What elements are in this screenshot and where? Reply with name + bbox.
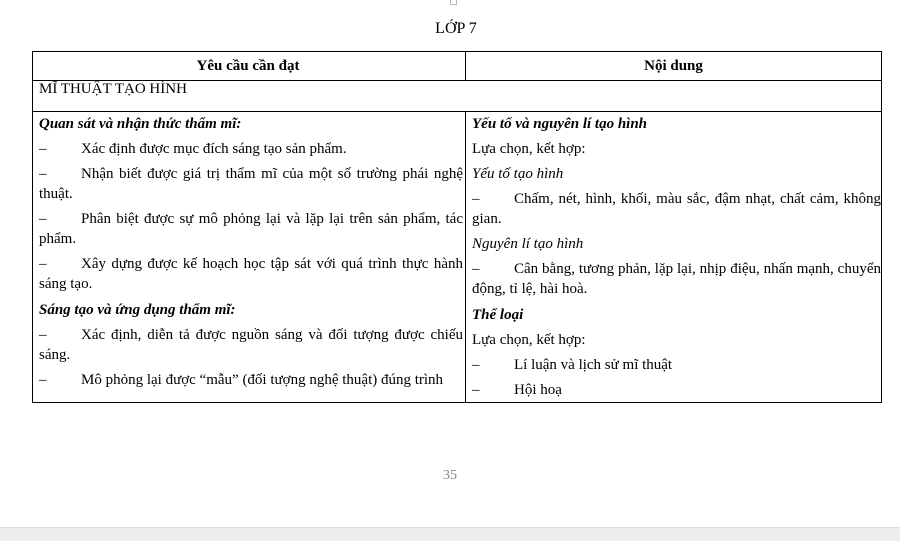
list-item: – Nhận biết được giá trị thẩm mĩ của một số trường phái nghệ thuật. (39, 166, 463, 202)
list-item: – Xây dựng được kế hoạch học tập sát với quá trình thực hành sáng tạo. (39, 256, 463, 292)
list-item: – Lí luận và lịch sử mĩ thuật (472, 357, 673, 373)
subheading-elements: Yếu tố tạo hình (472, 166, 564, 182)
table-header-row (33, 52, 882, 81)
list-item: – Cân bằng, tương phản, lặp lại, nhịp điệu, nhấn mạnh, chuyển động, tỉ lệ, hài hoà. (472, 261, 881, 297)
left-heading-creation: Sáng tạo và ứng dụng thẩm mĩ: (39, 302, 236, 318)
table-body-row (33, 112, 882, 403)
page-corner-mark (450, 0, 457, 5)
page-title: LỚP 7 (435, 20, 477, 37)
section-row (33, 81, 882, 112)
content-cell (466, 112, 882, 403)
right-heading-genre: Thể loại (472, 307, 524, 323)
requirements-cell (33, 112, 466, 403)
bottom-scroll-bar[interactable] (0, 527, 900, 541)
list-item: – Xác định được mục đích sáng tạo sản phẩm. (39, 141, 347, 157)
choose-text: Lựa chọn, kết hợp: (472, 332, 586, 348)
page-number: 35 (443, 468, 457, 483)
header-requirements: Yêu cầu cần đạt (33, 52, 466, 81)
list-item: – Phân biệt được sự mô phỏng lại và lặp lại trên sản phẩm, tác phẩm. (39, 211, 463, 247)
choose-text: Lựa chọn, kết hợp: (472, 141, 586, 157)
curriculum-table (32, 51, 882, 403)
subheading-principles: Nguyên lí tạo hình (472, 236, 584, 252)
section-title: MĨ THUẬT TẠO HÌNH (33, 81, 882, 112)
list-item: – Chấm, nét, hình, khối, màu sắc, đậm nhạt, chất cảm, không gian. (472, 191, 881, 227)
right-heading-elements: Yếu tố và nguyên lí tạo hình (472, 116, 648, 132)
list-item: – Xác định, diễn tả được nguồn sáng và đối tượng được chiếu sáng. (39, 327, 463, 363)
left-heading-observation: Quan sát và nhận thức thẩm mĩ: (39, 116, 242, 132)
list-item: – Mô phỏng lại được “mẫu” (đối tượng nghệ thuật) đúng trình (39, 372, 444, 388)
list-item: – Hội hoạ (472, 382, 562, 398)
header-content: Nội dung (466, 52, 882, 81)
